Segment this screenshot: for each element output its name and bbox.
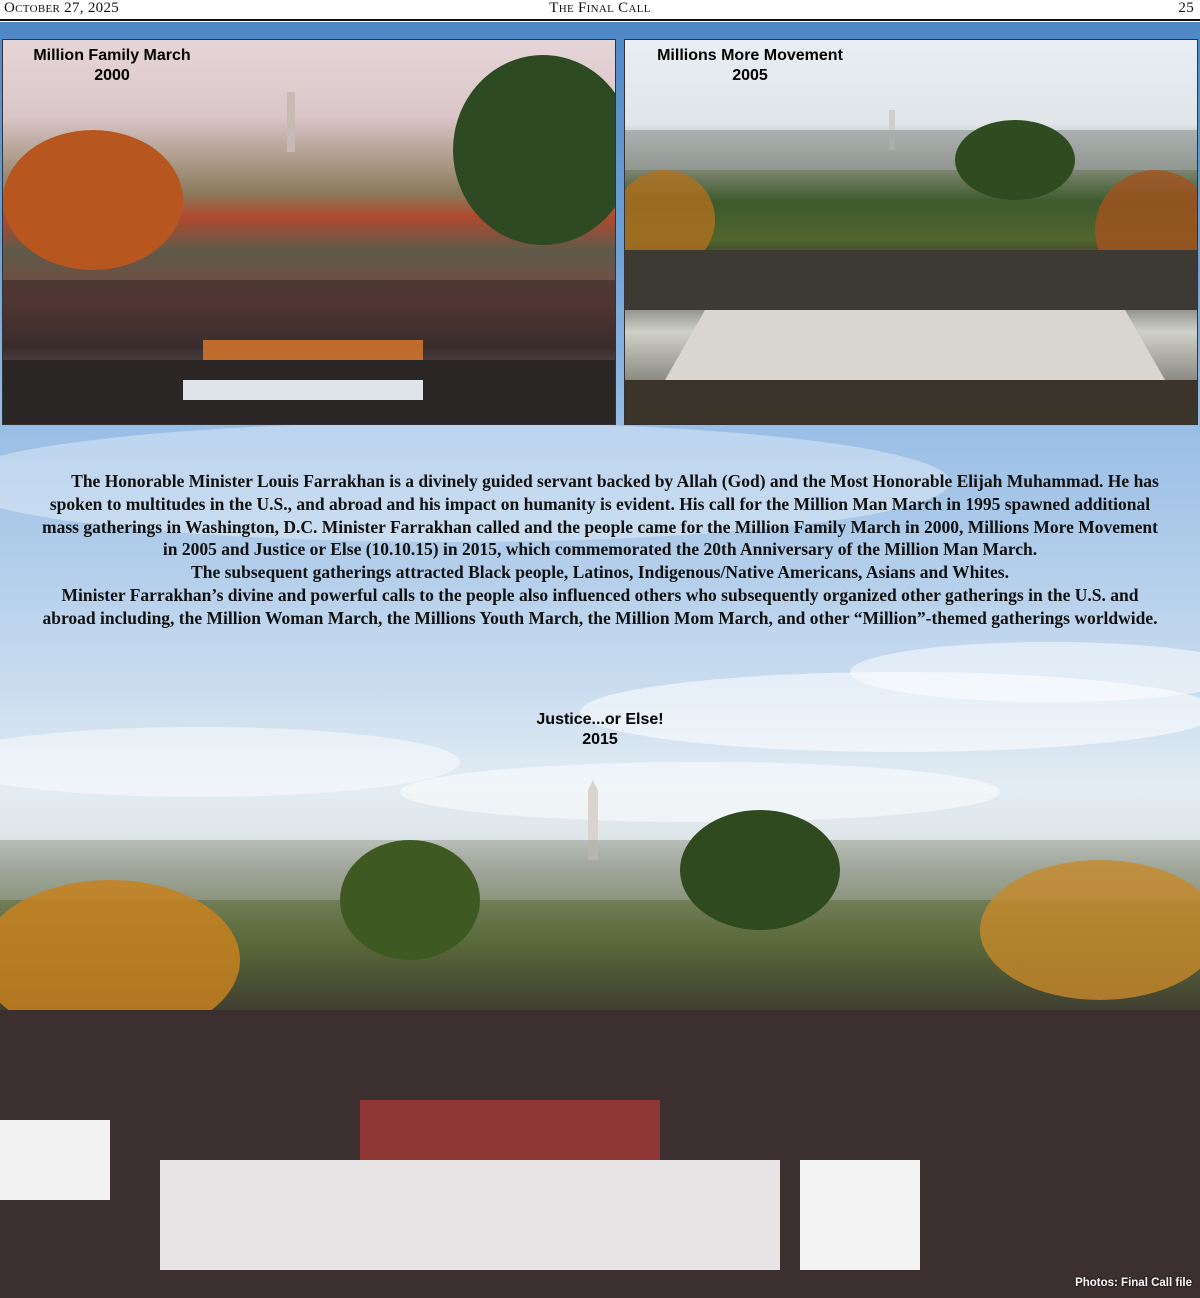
washington-scene — [0, 780, 1200, 1298]
newspaper-name: The Final Call — [549, 0, 651, 16]
photo-right-title — [636, 46, 864, 86]
photo-left-title — [12, 46, 212, 86]
photo-million-family-march-2000 — [2, 39, 616, 425]
photo-right-title-line1: Millions More Movement — [657, 47, 843, 64]
photo-left-title-line2: 2000 — [94, 67, 130, 84]
photo-main-title — [500, 710, 700, 750]
photo-right-scene — [625, 40, 1197, 424]
page-number: 25 — [1178, 0, 1194, 16]
photo-millions-more-movement-2005 — [624, 39, 1198, 425]
article-body — [40, 470, 1160, 630]
page-header — [0, 0, 1200, 21]
article-paragraph-1: The Honorable Minister Louis Farrakhan is a divinely guided servant backed by Allah (God) and the Most Honorable Elijah Muhammad. He has spoken to multitudes in the U.S., and abroad and his impact on humanity is evident. His call for the Million Man March in 1995 spawned additional mass gatherings in Washington, D.C. Minister Farrakhan called and the people came for the Million Family March in 2000, Millions More Movement in 2005 and Justice or Else (10.10.15) in 2015, which commemorated the 20th Anniversary of the Million Man March. — [42, 471, 1159, 560]
article-paragraph-2: The subsequent gatherings attracted Black people, Latinos, Indigenous/Native Americans, Asians and Whites. — [191, 562, 1009, 583]
photo-right-title-line2: 2005 — [732, 67, 768, 84]
article-paragraph-3: Minister Farrakhan’s divine and powerful calls to the people also influenced others who subsequently organized other gatherings in the U.S. and abroad including, the Million Woman March, the Millions Youth March, the Million Mom March, and other “Million”-themed gatherings worldwide. — [42, 584, 1158, 628]
photo-credit: Photos: Final Call file — [1075, 1277, 1192, 1289]
photo-main-title-line1: Justice...or Else! — [536, 711, 664, 728]
issue-date: October 27, 2025 — [4, 0, 120, 16]
photo-main-title-line2: 2015 — [582, 731, 618, 748]
photo-left-scene — [3, 40, 615, 424]
photo-left-title-line1: Million Family March — [33, 47, 191, 64]
